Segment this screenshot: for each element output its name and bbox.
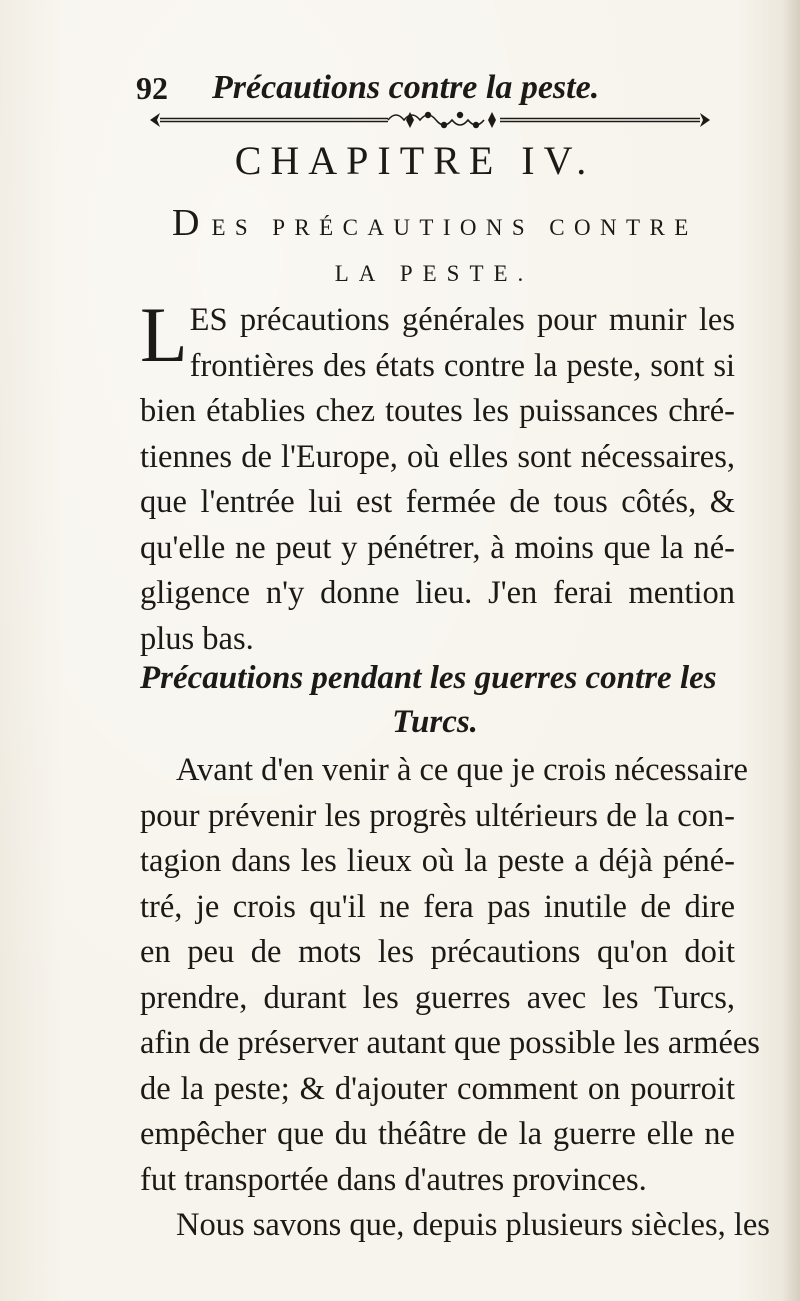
page-number: 92: [136, 70, 168, 106]
section-title-line1: [172, 200, 732, 251]
drop-cap: L: [140, 291, 188, 378]
subheading-line1: Précautions pendant les guerres contre les: [140, 660, 717, 696]
paragraph-1-line: gligence n'y donne lieu. J'en ferai mention: [140, 575, 735, 611]
paragraph-1-line: tiennes de l'Europe, où elles sont nécessaires,: [140, 438, 735, 475]
paragraph-2-line: prendre, durant les guerres avec les Turcs,: [140, 979, 735, 1016]
section-title: [172, 200, 732, 297]
paragraph-1-line: ES précautions générales pour munir les: [189, 302, 735, 338]
section-title-initial: D: [172, 202, 212, 244]
paragraph-2-line: en peu de mots les précautions qu'on doit: [140, 934, 735, 970]
page-spine-shadow: [782, 0, 800, 1301]
paragraph-2-line: afin de préserver autant que possible les armées: [140, 1025, 760, 1061]
paragraph-2-line: fut transportée dans d'autres provinces.: [140, 1161, 647, 1198]
paragraph-2-line: pour prévenir les progrès ultérieurs de la con-: [140, 797, 735, 834]
section-title-line2: LA PESTE.: [334, 261, 534, 286]
paragraph-1-line: qu'elle ne peut y pénétrer, à moins que la né-: [140, 529, 735, 566]
paragraph-2-line: tagion dans les lieux où la peste a déjà péné-: [140, 843, 735, 879]
paragraph-2: [140, 748, 770, 1249]
paragraph-1: [140, 291, 735, 662]
paragraph-2-line: de la peste; & d'ajouter comment on pourroit: [140, 1070, 735, 1107]
typographic-rule-ornament: [148, 108, 712, 132]
paragraph-2-line: Avant d'en venir à ce que je crois nécessaire: [176, 752, 748, 788]
paragraph-1-line: bien établies chez toutes les puissances chré-: [140, 393, 735, 429]
paragraph-2-line: Nous savons que, depuis plusieurs siècles, les: [176, 1207, 770, 1243]
paragraph-2-line: empêcher que du théâtre de la guerre elle ne: [140, 1116, 735, 1152]
paragraph-1-line: que l'entrée lui est fermée de tous côtés, &: [140, 484, 735, 520]
section-title-line1-rest: ES PRÉCAUTIONS CONTRE: [211, 215, 698, 240]
paragraph-1-line: plus bas.: [140, 620, 254, 657]
running-title: Précautions contre la peste.: [212, 69, 600, 106]
paragraph-2-line: tré, je crois qu'il ne fera pas inutile de dire: [140, 888, 735, 925]
subheading: [140, 656, 740, 744]
paragraph-1-line: frontières des états contre la peste, sont si: [189, 347, 735, 384]
chapter-title: CHAPITRE IV.: [234, 138, 596, 183]
subheading-line2: Turcs.: [392, 704, 478, 740]
